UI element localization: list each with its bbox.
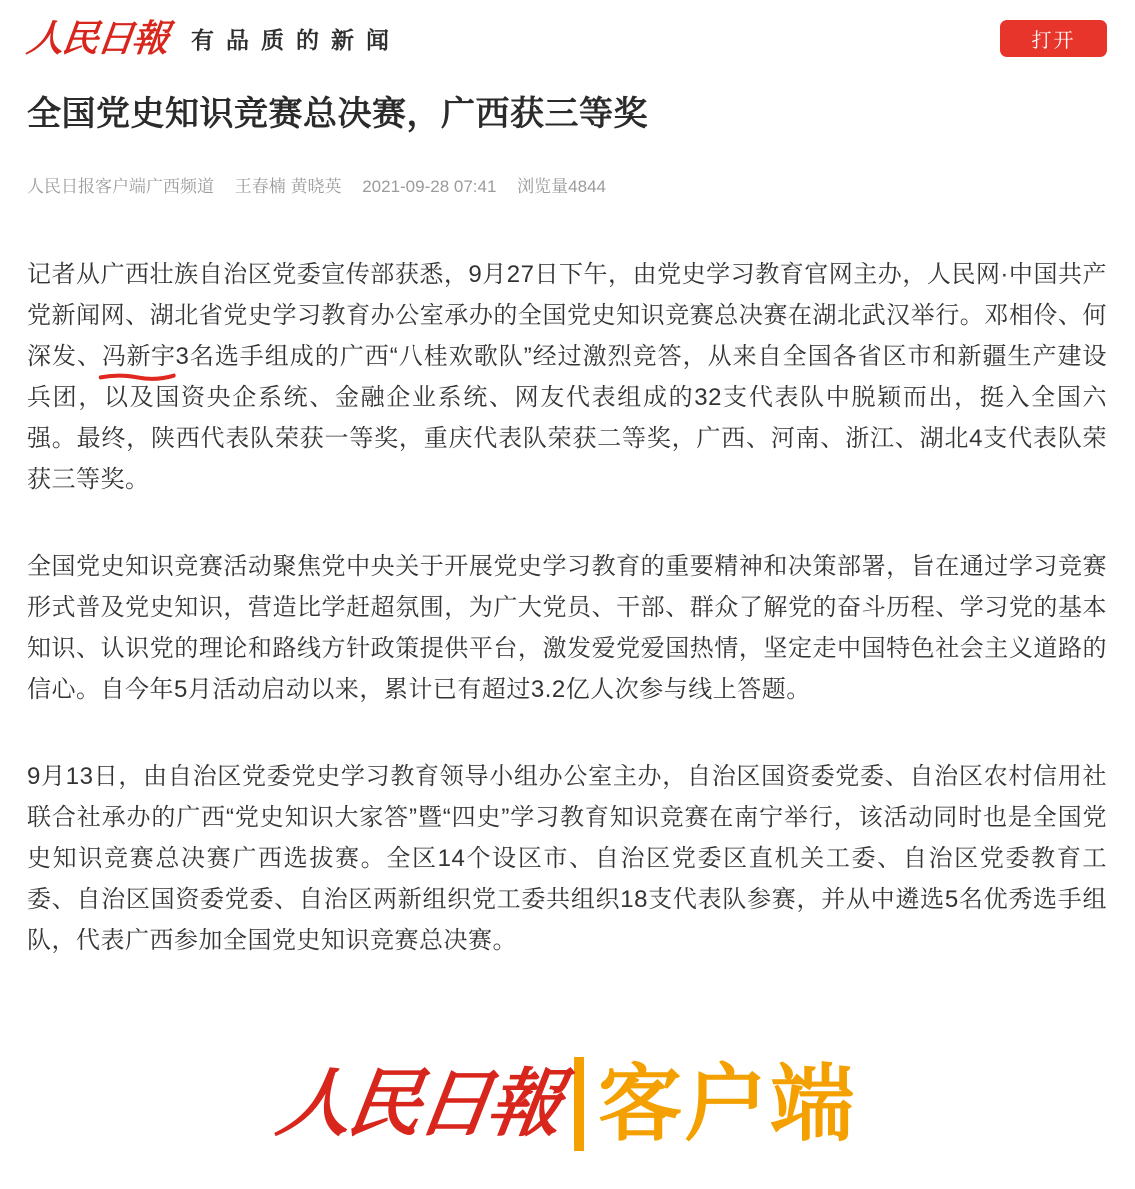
article-title: 全国党史知识竞赛总决赛，广西获三等奖 bbox=[27, 95, 648, 133]
byline-views: 浏览量4844 bbox=[517, 176, 606, 196]
open-app-button[interactable]: 打开 bbox=[1000, 20, 1107, 57]
peoples-daily-logo: 人民日報 bbox=[24, 15, 170, 60]
article-byline bbox=[27, 172, 1107, 197]
article-paragraph-1 bbox=[27, 254, 1107, 500]
brand bbox=[24, 15, 401, 60]
footer-divider-bar bbox=[574, 1057, 584, 1151]
client-label: 客户端 bbox=[597, 1056, 856, 1151]
peoples-daily-masthead-logo: 人民日報 bbox=[271, 1060, 565, 1147]
article-body bbox=[27, 254, 1107, 961]
paragraph-text: 记者从广西壮族自治区党委宣传部获悉，9月27日下午，由党史学习教育官网主办，人民网·中国共产党新闻网、湖北省党史学习教育办公室承办的全国党史知识竞赛总决赛在湖北武汉举行。邓相伶、何深发、 bbox=[27, 260, 1107, 370]
red-underline-mark bbox=[99, 372, 175, 381]
byline-source: 人民日报客户端广西频道 bbox=[27, 176, 214, 196]
header bbox=[24, 15, 1107, 61]
paragraph-text: 3名选手组成的广西“八桂欢歌队”经过激烈竞答，从来自全国各省区市和新疆生产建设兵团，以及国资央企系统、金融企业系统、网友代表组成的32支代表队中脱颖而出，挺入全国六强。最终，陕西代表队荣获一等奖，重庆代表队荣获二等奖，广西、河南、浙江、湖北4支代表队荣获三等奖。 bbox=[27, 342, 1107, 493]
article-paragraph-2: 全国党史知识竞赛活动聚焦党中央关于开展党史学习教育的重要精神和决策部署，旨在通过学习竞赛形式普及党史知识，营造比学赶超氛围，为广大党员、干部、群众了解党的奋斗历程、学习党的基本知识、认识党的理论和路线方针政策提供平台，激发爱党爱国热情，坚定走中国特色社会主义道路的信心。自今年5月活动启动以来，累计已有超过3.2亿人次参与线上答题。 bbox=[27, 552, 1107, 703]
footer-logo bbox=[27, 1057, 1107, 1151]
brand-tagline: 有品质的新闻 bbox=[191, 26, 401, 53]
byline-datetime: 2021-09-28 07:41 bbox=[362, 176, 497, 196]
paragraph-text: 冯新宇 bbox=[101, 342, 176, 370]
underlined-name bbox=[102, 336, 176, 377]
article-paragraph-3: 9月13日，由自治区党委党史学习教育领导小组办公室主办，自治区国资委党委、自治区农村信用社联合社承办的广西“党史知识大家答”暨“四史”学习教育知识竞赛在南宁举行，该活动同时也是全国党史知识竞赛总决赛广西选拔赛。全区14个设区市、自治区党委区直机关工委、自治区党委教育工委、自治区国资委党委、自治区两新组织党工委共组织18支代表队参赛，并从中遴选5名优秀选手组队，代表广西参加全国党史知识竞赛总决赛。 bbox=[27, 762, 1107, 954]
byline-authors: 王春楠 黄晓英 bbox=[234, 176, 342, 196]
